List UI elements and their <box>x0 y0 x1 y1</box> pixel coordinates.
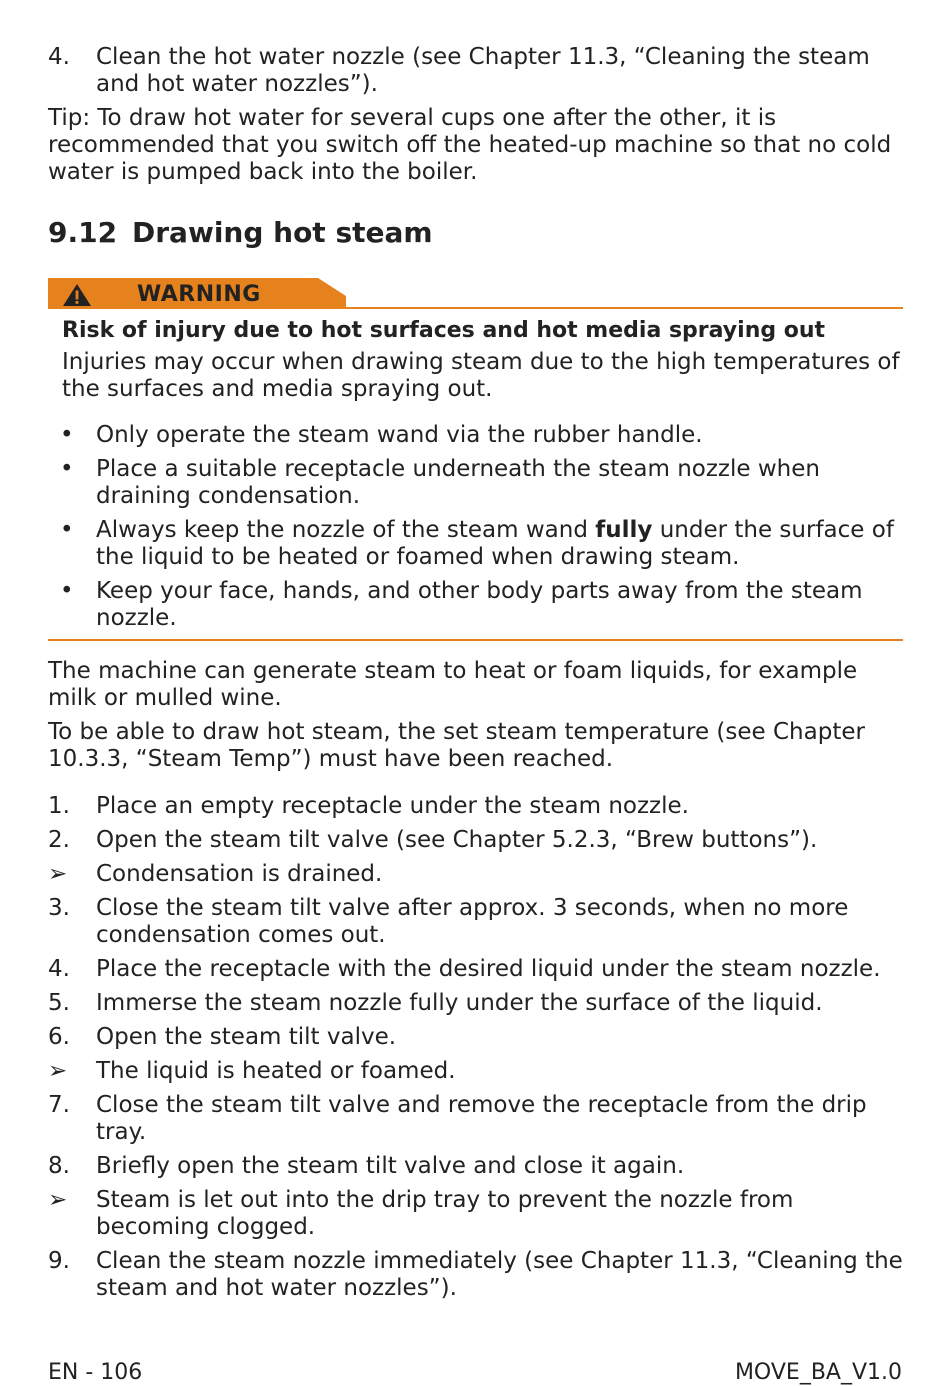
warning-label: WARNING <box>137 282 261 307</box>
warning-bullet <box>48 578 903 632</box>
step-number: 8. <box>48 1153 70 1179</box>
bullet-text <box>96 517 903 571</box>
step-number: 1. <box>48 793 70 819</box>
step-number: 4. <box>48 956 70 982</box>
step-item <box>48 827 903 854</box>
warning-text: Injuries may occur when drawing steam due to the high temperatures of the surfaces and media spraying out. <box>62 349 900 402</box>
step-item <box>48 956 903 983</box>
step-item <box>48 1248 903 1302</box>
warning-box <box>48 278 903 641</box>
step-number: 6. <box>48 1024 70 1050</box>
result-item <box>48 861 903 888</box>
intro-step-4 <box>48 44 903 98</box>
step-number: 7. <box>48 1092 70 1118</box>
section-title: Drawing hot steam <box>132 216 433 249</box>
bullet-dot: • <box>60 422 74 448</box>
step-number: 9. <box>48 1248 70 1274</box>
result-item <box>48 1187 903 1241</box>
result-arrow-icon: ➢ <box>48 1187 68 1213</box>
bullet-text: Place a suitable receptacle underneath the steam nozzle when draining condensation. <box>96 456 820 509</box>
steps-list <box>48 793 903 1302</box>
result-item <box>48 1058 903 1085</box>
step-item <box>48 1153 903 1180</box>
document-id: MOVE_BA_V1.0 <box>734 1360 902 1385</box>
step-number: 2. <box>48 827 70 853</box>
step-item <box>48 895 903 949</box>
bullet-text-bold: fully <box>595 517 653 543</box>
step-text: Close the steam tilt valve after approx. 3 seconds, when no more condensation comes out. <box>96 895 849 948</box>
manual-page <box>48 44 903 1309</box>
warning-header <box>48 278 903 309</box>
bullet-dot: • <box>60 517 74 543</box>
step-text: Place an empty receptacle under the steam nozzle. <box>96 793 689 819</box>
section-heading <box>48 216 903 250</box>
step-text: Place the receptacle with the desired liquid under the steam nozzle. <box>96 956 881 982</box>
warning-top-rule <box>48 307 903 309</box>
step-item <box>48 990 903 1017</box>
result-arrow-icon: ➢ <box>48 1058 68 1084</box>
step-item <box>48 793 903 820</box>
warning-bullet <box>48 456 903 510</box>
body-paragraph: To be able to draw hot steam, the set steam temperature (see Chapter 10.3.3, “Steam Temp”) must have been reached. <box>48 719 865 772</box>
step-item <box>48 1024 903 1051</box>
body-paragraph: The machine can generate steam to heat or foam liquids, for example milk or mulled wine. <box>48 658 858 711</box>
warning-bottom-rule <box>48 639 903 641</box>
step-item <box>48 1092 903 1146</box>
warning-bullet <box>48 517 903 571</box>
warning-bullet-list <box>62 422 903 632</box>
step-text: Clean the hot water nozzle (see Chapter 11.3, “Cleaning the steam and hot water nozzles”). <box>96 44 870 97</box>
step-number: 4. <box>48 44 70 70</box>
bullet-text-part: under the surface of the liquid to be heated or foamed when drawing steam. <box>96 517 894 570</box>
step-text: Open the steam tilt valve (see Chapter 5.2.3, “Brew buttons”). <box>96 827 818 853</box>
warning-body <box>48 309 903 632</box>
step-text: Open the steam tilt valve. <box>96 1024 397 1050</box>
bullet-text: Keep your face, hands, and other body parts away from the steam nozzle. <box>96 578 863 631</box>
bullet-text-part: Always keep the nozzle of the steam wand <box>96 517 596 543</box>
step-text: Immerse the steam nozzle fully under the surface of the liquid. <box>96 990 823 1016</box>
step-text: Briefly open the steam tilt valve and close it again. <box>96 1153 685 1179</box>
step-text: Clean the steam nozzle immediately (see Chapter 11.3, “Cleaning the steam and hot water nozzles”). <box>96 1248 903 1301</box>
bullet-text: Only operate the steam wand via the rubber handle. <box>96 422 703 448</box>
bullet-dot: • <box>60 456 74 482</box>
page-number: EN - 106 <box>48 1360 143 1385</box>
step-text: The liquid is heated or foamed. <box>96 1058 456 1084</box>
step-number: 5. <box>48 990 70 1016</box>
warning-title: Risk of injury due to hot surfaces and hot media spraying out <box>62 318 826 343</box>
step-number: 3. <box>48 895 70 921</box>
step-text: Condensation is drained. <box>96 861 383 887</box>
tip-paragraph: Tip: To draw hot water for several cups one after the other, it is recommended that you switch off the heated-up machine so that no cold water is pumped back into the boiler. <box>48 105 892 185</box>
step-text: Steam is let out into the drip tray to prevent the nozzle from becoming clogged. <box>96 1187 794 1240</box>
warning-triangle-icon <box>62 283 92 307</box>
section-number: 9.12 <box>48 216 118 249</box>
body-text <box>48 658 903 773</box>
step-text: Close the steam tilt valve and remove the receptacle from the drip tray. <box>96 1092 867 1145</box>
result-arrow-icon: ➢ <box>48 861 68 887</box>
bullet-dot: • <box>60 578 74 604</box>
warning-bullet <box>48 422 903 449</box>
